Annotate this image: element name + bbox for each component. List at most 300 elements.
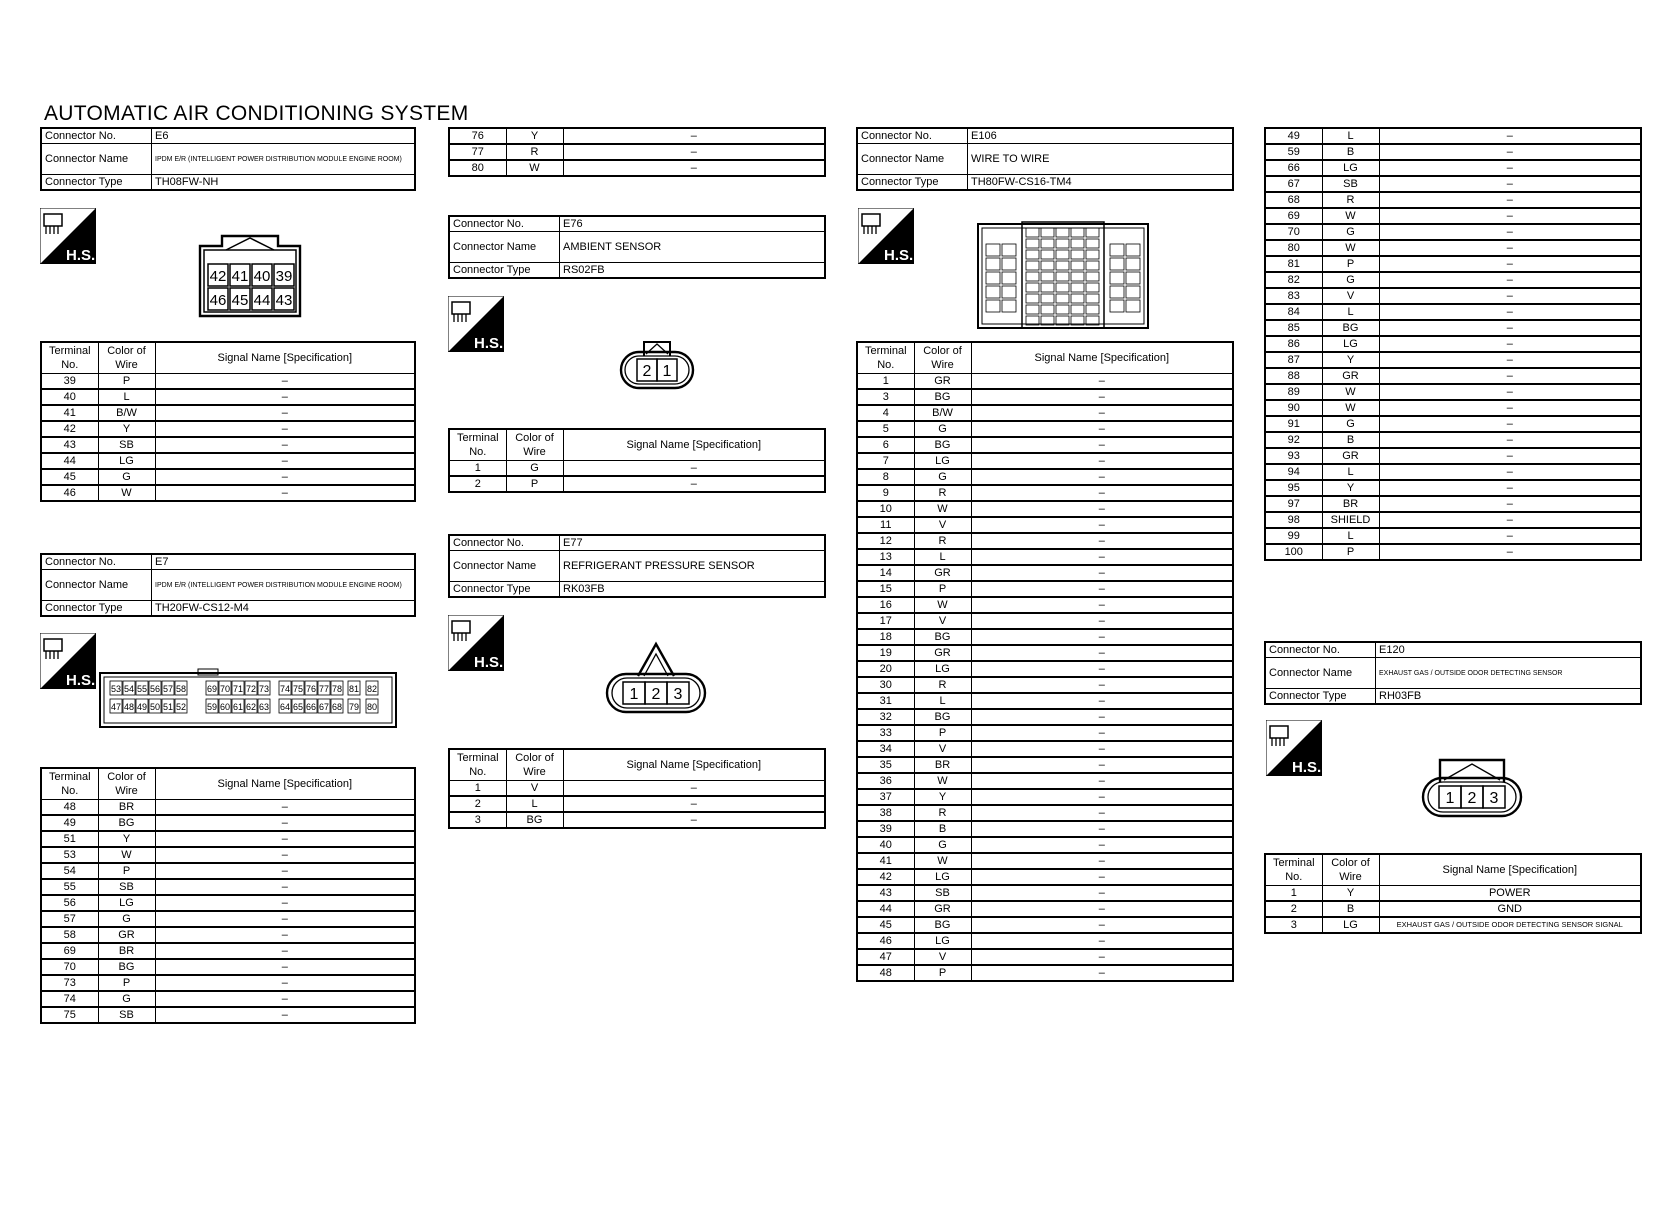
wire-color: GR — [914, 645, 971, 661]
pin-label: 43 — [275, 292, 293, 309]
e6-connector-diagram — [190, 232, 310, 320]
table-row — [857, 677, 1233, 693]
table-row — [1265, 336, 1641, 352]
terminal-no: 31 — [857, 693, 914, 709]
signal-name: – — [155, 389, 415, 405]
table-row — [41, 485, 415, 501]
table-row — [857, 661, 1233, 677]
pin-label: 57 — [162, 684, 174, 694]
signal-name: – — [971, 837, 1233, 853]
e76-connector-diagram — [618, 338, 696, 392]
pin-label: 52 — [175, 702, 187, 712]
e6-info — [40, 127, 416, 191]
signal-name: – — [971, 773, 1233, 789]
e6-connector-name: IPDM E/R (INTELLIGENT POWER DISTRIBUTION MODULE ENGINE ROOM) — [152, 144, 416, 175]
terminal-no: 80 — [1265, 240, 1322, 256]
wire-color: G — [98, 911, 155, 927]
e6-connector-type: TH08FW-NH — [152, 175, 416, 191]
signal-name: POWER — [1379, 886, 1641, 902]
terminal-no: 94 — [1265, 464, 1322, 480]
terminal-no: 83 — [1265, 288, 1322, 304]
pin-label: 72 — [245, 684, 257, 694]
table-row — [857, 389, 1233, 405]
terminal-no: 66 — [1265, 160, 1322, 176]
e120-connector-diagram — [1420, 756, 1524, 820]
table-row — [857, 629, 1233, 645]
e7-terminal-continued — [448, 127, 826, 177]
wire-color: BR — [914, 757, 971, 773]
wire-color: BG — [98, 815, 155, 831]
signal-name: – — [155, 991, 415, 1007]
svg-text:H.S.: H.S. — [474, 654, 504, 671]
terminal-no: 2 — [449, 796, 506, 812]
signal-name: – — [971, 437, 1233, 453]
wire-color: W — [914, 773, 971, 789]
signal-name: – — [1379, 304, 1641, 320]
terminal-no: 4 — [857, 405, 914, 421]
terminal-no: 41 — [857, 853, 914, 869]
pin-label: 42 — [209, 268, 227, 285]
signal-name: – — [971, 533, 1233, 549]
table-row — [857, 469, 1233, 485]
terminal-no: 39 — [41, 374, 98, 390]
signal-name: – — [155, 485, 415, 501]
signal-name: – — [971, 565, 1233, 581]
signal-name-header: Signal Name [Specification] — [971, 342, 1233, 374]
table-row — [1265, 448, 1641, 464]
signal-name: – — [971, 485, 1233, 501]
signal-name: – — [155, 879, 415, 895]
signal-name: – — [155, 374, 415, 390]
table-row — [1265, 901, 1641, 917]
pin-label: 76 — [305, 684, 317, 694]
signal-name: – — [971, 821, 1233, 837]
signal-name: – — [1379, 432, 1641, 448]
connector-name-label: Connector Name — [449, 232, 560, 263]
signal-name: EXHAUST GAS / OUTSIDE ODOR DETECTING SENSOR SIGNAL — [1379, 917, 1641, 933]
harness-side-icon — [448, 296, 504, 352]
terminal-no: 34 — [857, 741, 914, 757]
terminal-no: 17 — [857, 613, 914, 629]
e77-connector-diagram — [604, 640, 708, 716]
table-row — [41, 815, 415, 831]
pin-label: 70 — [219, 684, 231, 694]
table-row — [41, 421, 415, 437]
table-row — [857, 773, 1233, 789]
table-row — [449, 461, 825, 477]
wire-color: BG — [506, 812, 563, 828]
wire-color: V — [914, 613, 971, 629]
terminal-no: 89 — [1265, 384, 1322, 400]
terminal-no: 48 — [41, 800, 98, 816]
color-of-wire-header: Color of Wire — [1322, 854, 1379, 886]
table-row — [41, 863, 415, 879]
wire-color: BG — [914, 389, 971, 405]
signal-name: – — [563, 796, 825, 812]
signal-name: – — [563, 128, 825, 144]
table-row — [1265, 416, 1641, 432]
signal-name: – — [155, 911, 415, 927]
connector-type-label: Connector Type — [857, 175, 968, 191]
connector-name-label: Connector Name — [41, 570, 152, 601]
signal-name: – — [155, 863, 415, 879]
pin-label: 1 — [662, 363, 672, 380]
wire-color: G — [98, 991, 155, 1007]
terminal-no: 40 — [41, 389, 98, 405]
wire-color: W — [1322, 400, 1379, 416]
table-row — [857, 405, 1233, 421]
table-row — [857, 789, 1233, 805]
terminal-no: 9 — [857, 485, 914, 501]
wire-color: BG — [914, 437, 971, 453]
terminal-no: 58 — [41, 927, 98, 943]
terminal-no: 8 — [857, 469, 914, 485]
terminal-no: 43 — [41, 437, 98, 453]
pin-label: 81 — [348, 684, 360, 694]
wire-color: Y — [914, 789, 971, 805]
e120-info — [1264, 641, 1642, 705]
terminal-no: 97 — [1265, 496, 1322, 512]
table-row — [41, 389, 415, 405]
wire-color: W — [98, 847, 155, 863]
wire-color: LG — [1322, 336, 1379, 352]
table-row — [857, 565, 1233, 581]
table-row — [449, 160, 825, 176]
pin-label: 75 — [292, 684, 304, 694]
terminal-no: 12 — [857, 533, 914, 549]
signal-name: – — [971, 597, 1233, 613]
terminal-no: 30 — [857, 677, 914, 693]
wire-color: BG — [914, 917, 971, 933]
terminal-no: 84 — [1265, 304, 1322, 320]
table-row — [857, 917, 1233, 933]
table-row — [857, 933, 1233, 949]
signal-name: – — [1379, 496, 1641, 512]
signal-name: – — [1379, 272, 1641, 288]
terminal-no: 2 — [449, 476, 506, 492]
wire-color: GR — [914, 565, 971, 581]
harness-side-icon — [1266, 720, 1322, 776]
table-row — [857, 581, 1233, 597]
wire-color: GR — [1322, 368, 1379, 384]
wire-color: Y — [1322, 352, 1379, 368]
table-row — [449, 476, 825, 492]
connector-no-label: Connector No. — [857, 128, 968, 144]
signal-name: – — [563, 160, 825, 176]
terminal-no-header: Terminal No. — [449, 749, 506, 781]
pin-label: 82 — [366, 684, 378, 694]
terminal-no: 80 — [449, 160, 506, 176]
terminal-no: 10 — [857, 501, 914, 517]
e106-connector-no: E106 — [968, 128, 1234, 144]
wire-color: G — [914, 837, 971, 853]
table-row — [1265, 192, 1641, 208]
table-header — [41, 768, 415, 800]
terminal-no: 37 — [857, 789, 914, 805]
pin-label: 56 — [149, 684, 161, 694]
wire-color: LG — [98, 895, 155, 911]
table-row — [449, 812, 825, 828]
e77-terminal-section — [448, 748, 826, 829]
wire-color: G — [1322, 224, 1379, 240]
svg-text:H.S.: H.S. — [1292, 759, 1322, 776]
e106-connector-type: TH80FW-CS16-TM4 — [968, 175, 1234, 191]
pin-label: 78 — [331, 684, 343, 694]
terminal-no: 92 — [1265, 432, 1322, 448]
pin-label: 73 — [258, 684, 270, 694]
terminal-no: 95 — [1265, 480, 1322, 496]
pin-label: 64 — [279, 702, 291, 712]
color-of-wire-header: Color of Wire — [98, 342, 155, 374]
table-row — [857, 757, 1233, 773]
pin-label: 53 — [110, 684, 122, 694]
signal-name: – — [971, 917, 1233, 933]
wire-color: P — [914, 581, 971, 597]
terminal-no: 57 — [41, 911, 98, 927]
signal-name: – — [563, 476, 825, 492]
table-row — [41, 405, 415, 421]
signal-name: – — [1379, 448, 1641, 464]
table-row — [41, 895, 415, 911]
color-of-wire-header: Color of Wire — [98, 768, 155, 800]
wire-color: L — [1322, 304, 1379, 320]
table-row — [1265, 176, 1641, 192]
pin-label: 71 — [232, 684, 244, 694]
wire-color: Y — [98, 421, 155, 437]
terminal-no: 51 — [41, 831, 98, 847]
table-row — [857, 421, 1233, 437]
pin-label: 39 — [275, 268, 293, 285]
e106-info-table — [856, 127, 1234, 191]
table-row — [857, 965, 1233, 981]
signal-name: – — [971, 613, 1233, 629]
wire-color: V — [914, 949, 971, 965]
table-row — [857, 437, 1233, 453]
table-row — [1265, 384, 1641, 400]
table-row — [1265, 464, 1641, 480]
wire-color: W — [914, 853, 971, 869]
terminal-no: 67 — [1265, 176, 1322, 192]
wire-color: R — [914, 805, 971, 821]
table-row — [1265, 886, 1641, 902]
harness-side-icon — [448, 615, 504, 671]
terminal-no-header: Terminal No. — [449, 429, 506, 461]
signal-name: – — [971, 949, 1233, 965]
pin-label: 74 — [279, 684, 291, 694]
table-row — [1265, 144, 1641, 160]
table-row — [41, 437, 415, 453]
pin-label: 45 — [231, 292, 249, 309]
pin-label: 1 — [1445, 790, 1455, 807]
signal-name: – — [155, 405, 415, 421]
wire-color: SB — [98, 437, 155, 453]
terminal-no: 68 — [1265, 192, 1322, 208]
table-row — [1265, 224, 1641, 240]
signal-name: – — [971, 421, 1233, 437]
svg-text:H.S.: H.S. — [66, 672, 96, 689]
wire-color: Y — [98, 831, 155, 847]
table-row — [1265, 528, 1641, 544]
signal-name-header: Signal Name [Specification] — [563, 429, 825, 461]
pin-label: 69 — [206, 684, 218, 694]
wire-color: B — [1322, 901, 1379, 917]
pin-label: 54 — [123, 684, 135, 694]
terminal-no-header: Terminal No. — [857, 342, 914, 374]
signal-name: – — [971, 789, 1233, 805]
signal-name: – — [155, 453, 415, 469]
table-row — [1265, 240, 1641, 256]
wire-color: L — [1322, 464, 1379, 480]
terminal-no: 54 — [41, 863, 98, 879]
terminal-no: 1 — [1265, 886, 1322, 902]
wire-color: W — [1322, 240, 1379, 256]
e106-terminal-table-continued — [1264, 127, 1642, 561]
e106-terminal-section — [856, 341, 1234, 982]
pin-label: 80 — [366, 702, 378, 712]
signal-name: – — [971, 661, 1233, 677]
wire-color: B — [1322, 432, 1379, 448]
signal-name: – — [971, 517, 1233, 533]
terminal-no: 53 — [41, 847, 98, 863]
terminal-no: 3 — [857, 389, 914, 405]
terminal-no: 88 — [1265, 368, 1322, 384]
signal-name: – — [1379, 288, 1641, 304]
signal-name-header: Signal Name [Specification] — [1379, 854, 1641, 886]
e76-connector-name: AMBIENT SENSOR — [560, 232, 826, 263]
svg-text:H.S.: H.S. — [884, 247, 914, 264]
e120-connector-type: RH03FB — [1376, 689, 1642, 705]
wire-color: L — [1322, 528, 1379, 544]
terminal-no: 82 — [1265, 272, 1322, 288]
e6-connector-no: E6 — [152, 128, 416, 144]
wire-color: G — [914, 421, 971, 437]
connector-type-label: Connector Type — [449, 263, 560, 279]
terminal-no: 87 — [1265, 352, 1322, 368]
pin-label: 61 — [232, 702, 244, 712]
signal-name-header: Signal Name [Specification] — [155, 342, 415, 374]
terminal-no: 85 — [1265, 320, 1322, 336]
terminal-no: 14 — [857, 565, 914, 581]
table-row — [857, 374, 1233, 390]
table-row — [857, 645, 1233, 661]
terminal-no: 75 — [41, 1007, 98, 1023]
table-row — [1265, 544, 1641, 560]
wire-color: BR — [98, 800, 155, 816]
table-row — [1265, 368, 1641, 384]
signal-name: – — [155, 469, 415, 485]
wire-color: GR — [914, 374, 971, 390]
e7-terminal-table — [40, 767, 416, 1024]
terminal-no: 91 — [1265, 416, 1322, 432]
terminal-no-header: Terminal No. — [1265, 854, 1322, 886]
table-row — [1265, 128, 1641, 144]
connector-type-label: Connector Type — [449, 582, 560, 598]
table-row — [1265, 256, 1641, 272]
terminal-no-header: Terminal No. — [41, 342, 98, 374]
table-row — [857, 501, 1233, 517]
terminal-no: 7 — [857, 453, 914, 469]
wire-color: SB — [98, 879, 155, 895]
terminal-no: 42 — [857, 869, 914, 885]
e120-terminal-table — [1264, 853, 1642, 934]
e77-connector-no: E77 — [560, 535, 826, 551]
pin-label: 3 — [1489, 790, 1499, 807]
wire-color: LG — [914, 661, 971, 677]
terminal-no: 86 — [1265, 336, 1322, 352]
wire-color: SB — [98, 1007, 155, 1023]
wire-color: R — [914, 677, 971, 693]
terminal-no: 3 — [1265, 917, 1322, 933]
terminal-no: 49 — [1265, 128, 1322, 144]
signal-name: – — [971, 725, 1233, 741]
table-row — [857, 869, 1233, 885]
terminal-no: 43 — [857, 885, 914, 901]
pin-label: 62 — [245, 702, 257, 712]
pin-label: 40 — [253, 268, 271, 285]
signal-name: – — [155, 927, 415, 943]
signal-name: – — [1379, 256, 1641, 272]
e7-connector-type: TH20FW-CS12-M4 — [152, 601, 416, 617]
terminal-no: 20 — [857, 661, 914, 677]
pin-label: 55 — [136, 684, 148, 694]
harness-side-icon — [40, 633, 96, 689]
signal-name: – — [155, 895, 415, 911]
terminal-no: 44 — [41, 453, 98, 469]
signal-name: – — [155, 421, 415, 437]
terminal-no-header: Terminal No. — [41, 768, 98, 800]
terminal-no: 39 — [857, 821, 914, 837]
signal-name: – — [971, 629, 1233, 645]
wire-color: GR — [1322, 448, 1379, 464]
signal-name: – — [971, 645, 1233, 661]
table-row — [41, 911, 415, 927]
signal-name: – — [1379, 352, 1641, 368]
e120-info-table — [1264, 641, 1642, 705]
terminal-no: 99 — [1265, 528, 1322, 544]
e106-connector-diagram — [976, 220, 1150, 330]
wire-color: LG — [98, 453, 155, 469]
signal-name: – — [971, 741, 1233, 757]
terminal-no: 5 — [857, 421, 914, 437]
wire-color: Y — [506, 128, 563, 144]
table-row — [1265, 512, 1641, 528]
color-of-wire-header: Color of Wire — [914, 342, 971, 374]
terminal-no: 33 — [857, 725, 914, 741]
signal-name: – — [155, 815, 415, 831]
wire-color: R — [506, 144, 563, 160]
terminal-no: 69 — [1265, 208, 1322, 224]
pin-label: 50 — [149, 702, 161, 712]
signal-name: – — [563, 812, 825, 828]
svg-text:H.S.: H.S. — [474, 335, 504, 352]
terminal-no: 3 — [449, 812, 506, 828]
signal-name: – — [971, 933, 1233, 949]
e6-terminal-table — [40, 341, 416, 502]
table-row — [857, 549, 1233, 565]
wire-color: P — [98, 975, 155, 991]
pin-label: 44 — [253, 292, 271, 309]
connector-no-label: Connector No. — [41, 554, 152, 570]
signal-name: – — [155, 800, 415, 816]
pin-label: 67 — [318, 702, 330, 712]
e76-connector-no: E76 — [560, 216, 826, 232]
e7-connector-name: IPDM E/R (INTELLIGENT POWER DISTRIBUTION MODULE ENGINE ROOM) — [152, 570, 416, 601]
signal-name: – — [971, 885, 1233, 901]
e77-info-table — [448, 534, 826, 598]
table-row — [41, 943, 415, 959]
e106-terminal-continued — [1264, 127, 1642, 561]
signal-name: – — [1379, 336, 1641, 352]
